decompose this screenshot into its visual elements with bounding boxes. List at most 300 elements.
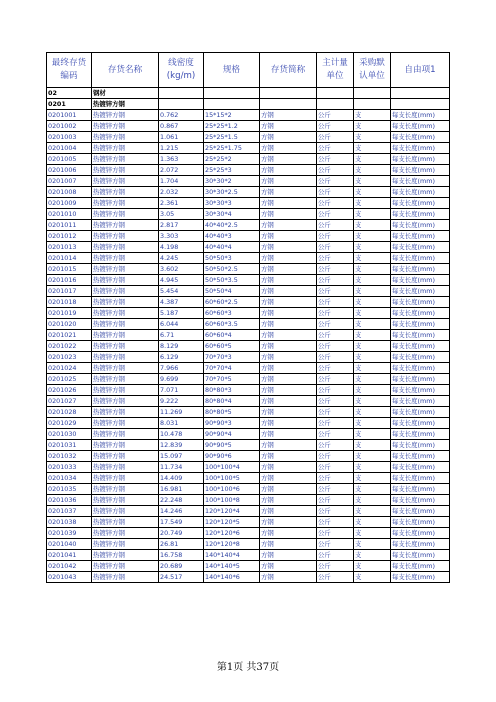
purchase-unit: 支: [354, 198, 391, 209]
purchase-unit: 支: [354, 143, 391, 154]
free-item: 每支长度(mm): [391, 473, 450, 484]
item-name: 热镀锌方钢: [92, 572, 159, 583]
item-code: 0201038: [47, 517, 92, 528]
item-code: 0201020: [47, 319, 92, 330]
item-name: 热镀锌方钢: [92, 242, 159, 253]
spec: 80*80*4: [204, 396, 260, 407]
table-row: [47, 110, 450, 121]
short-name: 方钢: [260, 473, 317, 484]
spec: 40*40*2.5: [204, 220, 260, 231]
short-name: 方钢: [260, 539, 317, 550]
short-name: 方钢: [260, 187, 317, 198]
main-unit: 公斤: [317, 495, 354, 506]
group-name: 热镀锌方钢: [92, 99, 159, 110]
main-unit: 公斤: [317, 473, 354, 484]
main-unit: 公斤: [317, 308, 354, 319]
short-name: 方钢: [260, 363, 317, 374]
purchase-unit: 支: [354, 220, 391, 231]
item-code: 0201002: [47, 121, 92, 132]
main-unit: 公斤: [317, 517, 354, 528]
table-row: [47, 220, 450, 231]
spec: 120*120*6: [204, 528, 260, 539]
free-item: 每支长度(mm): [391, 418, 450, 429]
purchase-unit: 支: [354, 451, 391, 462]
purchase-unit: 支: [354, 319, 391, 330]
purchase-unit: 支: [354, 352, 391, 363]
free-item: 每支长度(mm): [391, 165, 450, 176]
purchase-unit: 支: [354, 396, 391, 407]
main-unit: 公斤: [317, 539, 354, 550]
short-name: 方钢: [260, 286, 317, 297]
main-unit: 公斤: [317, 418, 354, 429]
item-code: 0201025: [47, 374, 92, 385]
item-code: 0201029: [47, 418, 92, 429]
spec: 25*25*1.5: [204, 132, 260, 143]
purchase-unit: 支: [354, 462, 391, 473]
linear-density: 26.81: [159, 539, 204, 550]
spec: 100*100*8: [204, 495, 260, 506]
spec: 15*15*2: [204, 110, 260, 121]
group-code: 0201: [47, 99, 92, 110]
purchase-unit: 支: [354, 308, 391, 319]
free-item: 每支长度(mm): [391, 517, 450, 528]
main-unit: 公斤: [317, 253, 354, 264]
spec: 70*70*3: [204, 352, 260, 363]
short-name: 方钢: [260, 231, 317, 242]
purchase-unit: 支: [354, 473, 391, 484]
purchase-unit: 支: [354, 231, 391, 242]
item-name: 热镀锌方钢: [92, 528, 159, 539]
table-row: [47, 121, 450, 132]
item-name: 热镀锌方钢: [92, 198, 159, 209]
item-name: 热镀锌方钢: [92, 517, 159, 528]
main-unit: 公斤: [317, 484, 354, 495]
linear-density: 7.966: [159, 363, 204, 374]
main-unit: 公斤: [317, 121, 354, 132]
item-code: 0201041: [47, 550, 92, 561]
free-item: 每支长度(mm): [391, 341, 450, 352]
item-code: 0201040: [47, 539, 92, 550]
purchase-unit: 支: [354, 297, 391, 308]
free-item: 每支长度(mm): [391, 308, 450, 319]
linear-density: 10.478: [159, 429, 204, 440]
item-code: 0201037: [47, 506, 92, 517]
spec: 90*90*4: [204, 429, 260, 440]
linear-density: 2.032: [159, 187, 204, 198]
table-row: [47, 451, 450, 462]
short-name: 方钢: [260, 484, 317, 495]
spec: 50*50*2.5: [204, 264, 260, 275]
purchase-unit: 支: [354, 242, 391, 253]
short-name: 方钢: [260, 550, 317, 561]
header-cell: 自由项1: [391, 53, 450, 88]
item-code: 0201009: [47, 198, 92, 209]
short-name: 方钢: [260, 561, 317, 572]
spec: 30*30*2.5: [204, 187, 260, 198]
free-item: 每支长度(mm): [391, 374, 450, 385]
free-item: 每支长度(mm): [391, 176, 450, 187]
spec: 60*60*2.5: [204, 297, 260, 308]
main-unit: 公斤: [317, 231, 354, 242]
item-code: 0201016: [47, 275, 92, 286]
page-footer: 第1页 共37页: [216, 662, 280, 673]
item-name: 热镀锌方钢: [92, 132, 159, 143]
spec: 50*50*3.5: [204, 275, 260, 286]
table-row: [47, 297, 450, 308]
short-name: 方钢: [260, 253, 317, 264]
table-row: [47, 517, 450, 528]
main-unit: 公斤: [317, 330, 354, 341]
spec: 40*40*3: [204, 231, 260, 242]
spec: 40*40*4: [204, 242, 260, 253]
free-item: 每支长度(mm): [391, 440, 450, 451]
main-unit: 公斤: [317, 264, 354, 275]
main-unit: 公斤: [317, 132, 354, 143]
main-unit: 公斤: [317, 440, 354, 451]
item-name: 热镀锌方钢: [92, 462, 159, 473]
table-row: [47, 308, 450, 319]
main-unit: 公斤: [317, 462, 354, 473]
free-item: 每支长度(mm): [391, 572, 450, 583]
main-unit: 公斤: [317, 451, 354, 462]
item-name: 热镀锌方钢: [92, 363, 159, 374]
item-code: 0201003: [47, 132, 92, 143]
item-code: 0201001: [47, 110, 92, 121]
linear-density: 17.549: [159, 517, 204, 528]
item-code: 0201004: [47, 143, 92, 154]
item-code: 0201007: [47, 176, 92, 187]
short-name: 方钢: [260, 418, 317, 429]
inventory-table: [46, 52, 450, 583]
table-row: [47, 275, 450, 286]
purchase-unit: 支: [354, 418, 391, 429]
linear-density: 2.817: [159, 220, 204, 231]
table-row: [47, 209, 450, 220]
spec: 60*60*3: [204, 308, 260, 319]
table-row: [47, 561, 450, 572]
linear-density: 11.734: [159, 462, 204, 473]
item-name: 热镀锌方钢: [92, 264, 159, 275]
item-name: 热镀锌方钢: [92, 165, 159, 176]
table-row: [47, 528, 450, 539]
linear-density: 5.187: [159, 308, 204, 319]
linear-density: 16.981: [159, 484, 204, 495]
item-code: 0201026: [47, 385, 92, 396]
spec: 100*100*4: [204, 462, 260, 473]
item-code: 0201028: [47, 407, 92, 418]
item-name: 热镀锌方钢: [92, 176, 159, 187]
item-code: 0201033: [47, 462, 92, 473]
item-code: 0201006: [47, 165, 92, 176]
table-row: [47, 473, 450, 484]
purchase-unit: 支: [354, 363, 391, 374]
free-item: 每支长度(mm): [391, 209, 450, 220]
table-row: [47, 495, 450, 506]
table-row: [47, 539, 450, 550]
purchase-unit: 支: [354, 176, 391, 187]
item-name: 热镀锌方钢: [92, 495, 159, 506]
table-row: [47, 132, 450, 143]
item-name: 热镀锌方钢: [92, 506, 159, 517]
short-name: 方钢: [260, 374, 317, 385]
main-unit: 公斤: [317, 242, 354, 253]
spec: 30*30*3: [204, 198, 260, 209]
item-code: 0201034: [47, 473, 92, 484]
spec: 120*120*4: [204, 506, 260, 517]
table-row: [47, 242, 450, 253]
main-unit: 公斤: [317, 429, 354, 440]
item-name: 热镀锌方钢: [92, 121, 159, 132]
table-row: [47, 165, 450, 176]
header-cell: 存货名称: [92, 53, 159, 88]
linear-density: 20.689: [159, 561, 204, 572]
spec: 80*80*3: [204, 385, 260, 396]
main-unit: 公斤: [317, 506, 354, 517]
spec: 70*70*4: [204, 363, 260, 374]
linear-density: 14.246: [159, 506, 204, 517]
purchase-unit: 支: [354, 121, 391, 132]
short-name: 方钢: [260, 165, 317, 176]
table-row: [47, 154, 450, 165]
short-name: 方钢: [260, 506, 317, 517]
free-item: 每支长度(mm): [391, 220, 450, 231]
short-name: 方钢: [260, 220, 317, 231]
main-unit: 公斤: [317, 352, 354, 363]
header-cell: 最终存货编码: [47, 53, 92, 88]
short-name: 方钢: [260, 264, 317, 275]
item-name: 热镀锌方钢: [92, 561, 159, 572]
purchase-unit: 支: [354, 572, 391, 583]
purchase-unit: 支: [354, 440, 391, 451]
free-item: 每支长度(mm): [391, 528, 450, 539]
spec: 50*50*4: [204, 286, 260, 297]
main-unit: 公斤: [317, 165, 354, 176]
purchase-unit: 支: [354, 110, 391, 121]
item-code: 0201013: [47, 242, 92, 253]
free-item: 每支长度(mm): [391, 121, 450, 132]
header-cell: 采购默认单位: [354, 53, 391, 88]
short-name: 方钢: [260, 341, 317, 352]
free-item: 每支长度(mm): [391, 550, 450, 561]
main-unit: 公斤: [317, 286, 354, 297]
short-name: 方钢: [260, 176, 317, 187]
linear-density: 4.245: [159, 253, 204, 264]
spec: 90*90*5: [204, 440, 260, 451]
table-row: [47, 506, 450, 517]
short-name: 方钢: [260, 297, 317, 308]
free-item: 每支长度(mm): [391, 187, 450, 198]
purchase-unit: 支: [354, 374, 391, 385]
linear-density: 8.129: [159, 341, 204, 352]
main-unit: 公斤: [317, 176, 354, 187]
free-item: 每支长度(mm): [391, 495, 450, 506]
linear-density: 1.215: [159, 143, 204, 154]
group-row: [47, 88, 450, 99]
item-name: 热镀锌方钢: [92, 473, 159, 484]
item-code: 0201042: [47, 561, 92, 572]
free-item: 每支长度(mm): [391, 396, 450, 407]
main-unit: 公斤: [317, 220, 354, 231]
spec: 100*100*5: [204, 473, 260, 484]
short-name: 方钢: [260, 429, 317, 440]
main-unit: 公斤: [317, 319, 354, 330]
linear-density: 0.762: [159, 110, 204, 121]
main-unit: 公斤: [317, 561, 354, 572]
spec: 25*25*1.75: [204, 143, 260, 154]
item-code: 0201021: [47, 330, 92, 341]
linear-density: 0.867: [159, 121, 204, 132]
item-name: 热镀锌方钢: [92, 407, 159, 418]
main-unit: 公斤: [317, 396, 354, 407]
short-name: 方钢: [260, 242, 317, 253]
table-row: [47, 363, 450, 374]
table-row: [47, 484, 450, 495]
linear-density: 15.097: [159, 451, 204, 462]
item-name: 热镀锌方钢: [92, 143, 159, 154]
purchase-unit: 支: [354, 187, 391, 198]
free-item: 每支长度(mm): [391, 484, 450, 495]
table-row: [47, 440, 450, 451]
table-row: [47, 385, 450, 396]
short-name: 方钢: [260, 495, 317, 506]
main-unit: 公斤: [317, 187, 354, 198]
item-name: 热镀锌方钢: [92, 220, 159, 231]
spec: 140*140*6: [204, 572, 260, 583]
header-cell: 规格: [204, 53, 260, 88]
linear-density: 6.71: [159, 330, 204, 341]
item-name: 热镀锌方钢: [92, 418, 159, 429]
purchase-unit: 支: [354, 528, 391, 539]
short-name: 方钢: [260, 132, 317, 143]
free-item: 每支长度(mm): [391, 198, 450, 209]
item-code: 0201023: [47, 352, 92, 363]
table-row: [47, 198, 450, 209]
table-row: [47, 341, 450, 352]
spec: 80*80*5: [204, 407, 260, 418]
main-unit: 公斤: [317, 407, 354, 418]
spec: 100*100*6: [204, 484, 260, 495]
item-code: 0201012: [47, 231, 92, 242]
short-name: 方钢: [260, 396, 317, 407]
main-unit: 公斤: [317, 198, 354, 209]
purchase-unit: 支: [354, 132, 391, 143]
linear-density: 6.044: [159, 319, 204, 330]
item-code: 0201011: [47, 220, 92, 231]
table-row: [47, 352, 450, 363]
free-item: 每支长度(mm): [391, 264, 450, 275]
item-name: 热镀锌方钢: [92, 110, 159, 121]
item-name: 热镀锌方钢: [92, 275, 159, 286]
main-unit: 公斤: [317, 528, 354, 539]
item-code: 0201005: [47, 154, 92, 165]
linear-density: 20.749: [159, 528, 204, 539]
free-item: 每支长度(mm): [391, 539, 450, 550]
table-header-row: [47, 53, 450, 88]
spec: 25*25*1.2: [204, 121, 260, 132]
short-name: 方钢: [260, 440, 317, 451]
item-name: 热镀锌方钢: [92, 319, 159, 330]
spec: 140*140*5: [204, 561, 260, 572]
linear-density: 7.071: [159, 385, 204, 396]
table-row: [47, 462, 450, 473]
short-name: 方钢: [260, 330, 317, 341]
spec: 90*90*6: [204, 451, 260, 462]
linear-density: 1.363: [159, 154, 204, 165]
table-row: [47, 187, 450, 198]
table-row: [47, 572, 450, 583]
table-row: [47, 550, 450, 561]
main-unit: 公斤: [317, 363, 354, 374]
item-code: 0201030: [47, 429, 92, 440]
free-item: 每支长度(mm): [391, 319, 450, 330]
linear-density: 22.248: [159, 495, 204, 506]
linear-density: 8.031: [159, 418, 204, 429]
table-row: [47, 231, 450, 242]
purchase-unit: 支: [354, 539, 391, 550]
item-code: 0201027: [47, 396, 92, 407]
item-name: 热镀锌方钢: [92, 154, 159, 165]
item-code: 0201019: [47, 308, 92, 319]
item-name: 热镀锌方钢: [92, 396, 159, 407]
purchase-unit: 支: [354, 550, 391, 561]
group-code: 02: [47, 88, 92, 99]
free-item: 每支长度(mm): [391, 561, 450, 572]
spec: 60*60*3.5: [204, 319, 260, 330]
linear-density: 9.699: [159, 374, 204, 385]
short-name: 方钢: [260, 572, 317, 583]
main-unit: 公斤: [317, 385, 354, 396]
short-name: 方钢: [260, 121, 317, 132]
item-name: 热镀锌方钢: [92, 539, 159, 550]
table-row: [47, 374, 450, 385]
linear-density: 24.517: [159, 572, 204, 583]
table-row: [47, 264, 450, 275]
header-cell: 主计量单位: [317, 53, 354, 88]
linear-density: 3.05: [159, 209, 204, 220]
item-name: 热镀锌方钢: [92, 429, 159, 440]
main-unit: 公斤: [317, 341, 354, 352]
item-code: 0201032: [47, 451, 92, 462]
item-code: 0201018: [47, 297, 92, 308]
item-code: 0201043: [47, 572, 92, 583]
linear-density: 4.387: [159, 297, 204, 308]
short-name: 方钢: [260, 385, 317, 396]
linear-density: 4.945: [159, 275, 204, 286]
linear-density: 3.303: [159, 231, 204, 242]
item-name: 热镀锌方钢: [92, 550, 159, 561]
free-item: 每支长度(mm): [391, 462, 450, 473]
spec: 30*30*4: [204, 209, 260, 220]
linear-density: 1.061: [159, 132, 204, 143]
purchase-unit: 支: [354, 330, 391, 341]
item-name: 热镀锌方钢: [92, 330, 159, 341]
table-row: [47, 286, 450, 297]
main-unit: 公斤: [317, 154, 354, 165]
purchase-unit: 支: [354, 275, 391, 286]
short-name: 方钢: [260, 319, 317, 330]
free-item: 每支长度(mm): [391, 451, 450, 462]
free-item: 每支长度(mm): [391, 242, 450, 253]
linear-density: 5.454: [159, 286, 204, 297]
free-item: 每支长度(mm): [391, 506, 450, 517]
short-name: 方钢: [260, 528, 317, 539]
purchase-unit: 支: [354, 286, 391, 297]
table-row: [47, 429, 450, 440]
short-name: 方钢: [260, 198, 317, 209]
item-name: 热镀锌方钢: [92, 440, 159, 451]
purchase-unit: 支: [354, 341, 391, 352]
linear-density: 16.758: [159, 550, 204, 561]
